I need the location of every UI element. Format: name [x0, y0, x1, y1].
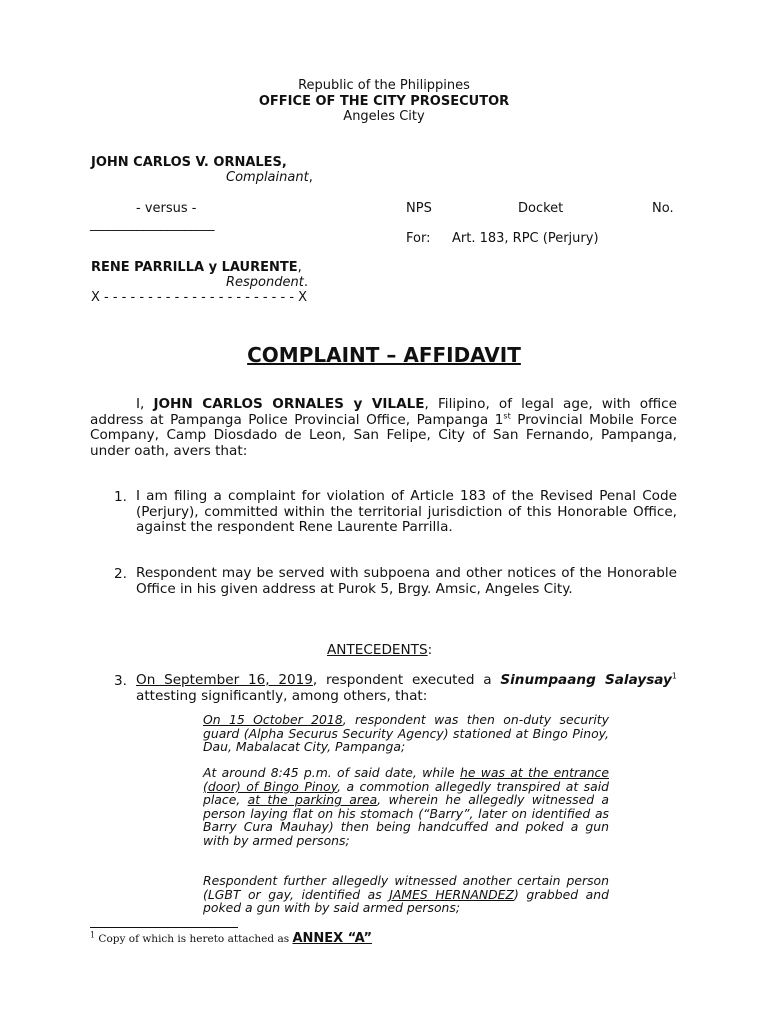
intro-superscript: st	[503, 410, 511, 420]
item-text-2: Respondent may be served with subpoena and other notices of the Honorable Office in his given address at Purok 5, Brgy. Amsic, Angeles City.	[136, 565, 677, 597]
quote3-text-a: Respondent further allegedly witnessed another certain person (LGBT or gay, identified as	[203, 873, 609, 902]
quote-paragraph-1	[203, 713, 609, 754]
item-number-1: 1.	[114, 489, 127, 505]
docket-nps: NPS	[406, 201, 432, 216]
document-title: COMPLAINT – AFFIDAVIT	[247, 343, 521, 367]
footnote-separator	[90, 927, 238, 928]
footnote-text: Copy of which is hereto attached as	[95, 933, 293, 945]
quote3-underline: JAMES HERNANDEZ	[389, 886, 514, 902]
antecedents-heading-text: ANTECEDENTS	[327, 642, 428, 658]
caption-separator: X - - - - - - - - - - - - - - - - - - - - - - X	[91, 290, 308, 305]
affiant-name: JOHN CARLOS ORNALES y VILALE	[153, 396, 425, 412]
respondent-name-punct: ,	[297, 260, 302, 275]
versus-label: - versus -	[136, 201, 197, 216]
docket-word: Docket	[518, 201, 564, 216]
quote2-text-b: , a commotion allegedly transpired at said place,	[203, 778, 609, 808]
respondent-role-line	[226, 275, 308, 290]
item3-date: On September 16, 2019	[136, 672, 313, 688]
item3-document: Sinumpaang Salaysay	[500, 672, 672, 688]
footnote-annex: ANNEX “A”	[292, 931, 372, 946]
intro-paragraph	[90, 397, 677, 459]
header-city: Angeles City	[343, 109, 425, 124]
quote1-date: On 15 October 2018	[203, 712, 343, 727]
header-republic: Republic of the Philippines	[298, 78, 470, 93]
item-text-3	[136, 673, 677, 704]
for-label: For:	[406, 231, 431, 246]
item-text-1: I am filing a complaint for violation of Article 183 of the Revised Penal Code (Perjury), committed within the territorial jurisdiction of this Honorable Office, against the respondent Rene Laurente Parrilla.	[136, 488, 677, 535]
item3-text-b: attesting significantly, among others, that:	[136, 687, 428, 704]
header-office: OFFICE OF THE CITY PROSECUTOR	[258, 94, 510, 109]
intro-text-a: I,	[136, 396, 154, 412]
docket-no: No.	[652, 201, 674, 216]
antecedents-heading	[327, 642, 432, 658]
item-number-2: 2.	[114, 566, 127, 582]
quote2-text-a: At around 8:45 p.m. of said date, while	[203, 765, 460, 780]
quote-paragraph-2	[203, 766, 609, 848]
quote2-underline-1: he was at the entrance (door) of Bingo Pinoy	[203, 765, 609, 794]
quote-paragraph-3	[203, 874, 609, 915]
complainant-role-line	[226, 170, 313, 185]
quote2-text-c: , wherein he allegedly witnessed a person laying flat on his stomach (“Barry”, later on identified as Barry Cura Mauhay) then being handcuffed and poked a gun with by armed persons;	[203, 792, 609, 848]
footnote-ref-1: 1	[671, 671, 677, 681]
antecedents-colon: :	[427, 642, 433, 658]
respondent-name: RENE PARRILLA y LAURENTE	[91, 260, 298, 275]
item-number-3: 3.	[114, 673, 127, 689]
quote2-underline-2: at the parking area	[247, 792, 378, 808]
item3-text-a: , respondent executed a	[312, 672, 501, 688]
quote1-text: , respondent was then on-duty security guard (Alpha Securus Security Agency) stationed at Bingo Pinoy, Dau, Mabalacat City, Pampanga;	[203, 712, 609, 755]
docket-blank: _____________________	[90, 217, 214, 232]
respondent-role-punct: .	[303, 275, 308, 290]
respondent-line	[91, 260, 302, 275]
quote3-text-b: ) grabbed and poked a gun with by said armed persons;	[203, 886, 609, 916]
respondent-role: Respondent	[226, 275, 304, 290]
footnote-mark: 1	[90, 930, 96, 940]
footnote	[90, 931, 372, 946]
intro-text-b: , Filipino, of legal age, with office address at Pampanga Police Provincial Office, Pampanga 1	[90, 396, 678, 428]
complainant-name: JOHN CARLOS V. ORNALES,	[91, 155, 287, 170]
complainant-role-punct: ,	[308, 170, 313, 185]
complainant-role: Complainant	[226, 170, 309, 185]
for-value: Art. 183, RPC (Perjury)	[452, 231, 599, 246]
intro-text-c: Provincial Mobile Force Company, Camp Diosdado de Leon, San Felipe, City of San Fernando, Pampanga, under oath, avers that:	[90, 411, 677, 459]
